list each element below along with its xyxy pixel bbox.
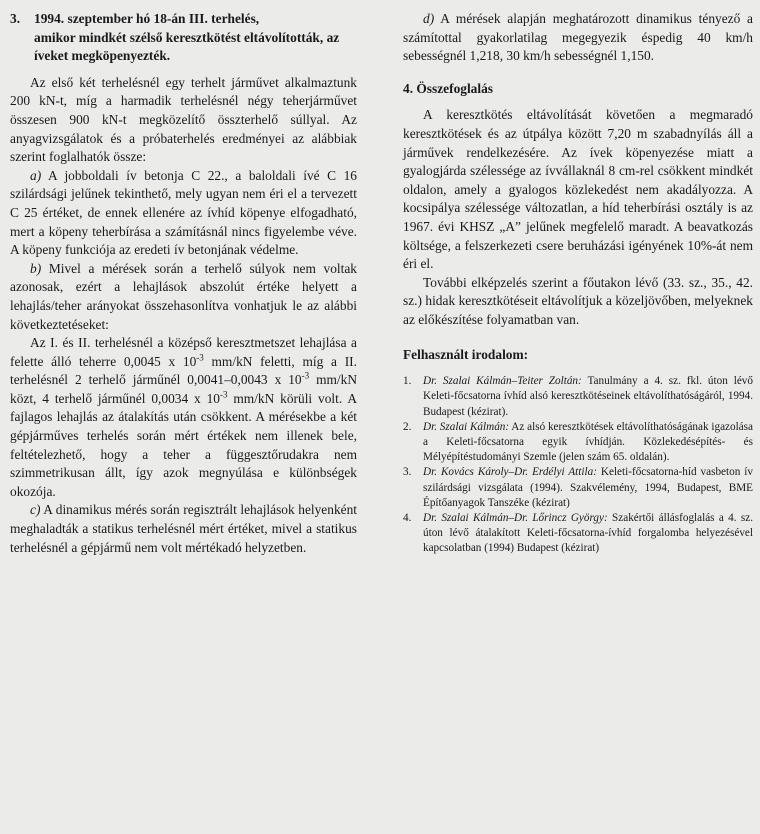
paragraph-a <box>10 167 357 260</box>
label-d: d) <box>423 11 435 26</box>
references-title: Felhasznált irodalom: <box>403 346 529 362</box>
paragraph-d <box>403 10 753 66</box>
left-column <box>10 10 357 557</box>
right-column <box>403 10 753 557</box>
label-a: a) <box>30 167 42 183</box>
label-b: b) <box>30 260 42 276</box>
reference-item: 3. Dr. Kovács Károly–Dr. Erdélyi Attila: Keleti-főcsatorna-híd vasbeton ív szilárdsági vizsgálata (1994). Szakvélemény, 1994, Budapest, BME Építőanyagok Tanszéke (kézirat) <box>403 466 753 509</box>
paragraph-c <box>10 501 357 557</box>
summary-paragraph-2: További elképzelés szerint a főutakon lévő (33. sz., 35., 42. sz.) hidak keresztkötéseit eltávolítjuk a közeljövőben, melyeknek az előkészítése folyamatban van. <box>403 274 753 327</box>
load-case-title: 1994. szeptember hó 18-án III. terhelés, <box>34 11 260 26</box>
summary-paragraph-1: A keresztkötés eltávolítását követően a megmaradó keresztkötések és az útpálya között 7,20 m szabadnyílás áll a járművek rendelkezésére. Az ívek köpenyezése miatt a gyalogjárda szélessége az ívvállaknál 8 cm-rel csökkent mindkét oldalon, amely a gyalogos közlekedést nem akadályozza. A kocsipálya szélessége változatlan, a híd teherbírási osztály is az 1967. évi KHSZ „A” jelűnek megfelelő maradt. A beavatkozás költsége, a felszerkezeti csere beruházási igényének 10%-át nem éri el. <box>403 107 753 272</box>
paragraph-deflection: Az I. és II. terhelésnél a középső keresztmetszet lehajlása a felette álló teherre 0,0045 x $10^{-3}$ mm/kN feletti, míg a II. terhelésnél 2 terhelő járműnél 0,0041–0,0043 x $10^{-3}$ mm/kN közt, 4 terhelő járműnél 0,0034 x $10^{-3}$ mm/kN körüli volt. A fajlagos lehajlás az átalakítás után csökkent. A mérésekbe a két gépjárműves terhelés során mért értékek nem illenek bele, feltételezhető, hogy a teher a függesztőrudakra nem szimmetrikusan állt, így azok megnyúlása e különbségek okozója. <box>10 335 357 499</box>
paragraph-d-text: A mérések alapján meghatározott dinamikus tényező a számítottal gyakorlatilag megegyezik éspedig 40 km/h sebességnél 1,218, 30 km/h sebességnél 1,150. <box>403 11 754 64</box>
paragraph-b-text: Mivel a mérések során a terhelő súlyok nem voltak azonosak, ezért a lehajlások abszolút értéke helyett a lehajlás/teher arányokat összehasonlítva vonhatjuk le az alábbi következtetéseket: <box>10 260 357 332</box>
references-list <box>403 374 753 556</box>
paragraph-a-text: A jobboldali ív betonja C 22., a baloldali ívé C 16 szilárdsági jelűnek tekinthető, mely ugyan nem éri el a tervezett C 25 értéket, de ennek ellenére az ívhíd köpenye elfogadható, mert a köpeny teherbírása a számításnál nincs figyelembe véve. A köpeny funkciója az eredeti ív betonjának védelme. <box>10 167 357 258</box>
label-c: c) <box>30 502 41 518</box>
load-case-subtitle: amikor mindkét szélső keresztkötést eltávolították, az íveket megköpenyezték. <box>34 29 340 64</box>
load-case-3-heading <box>10 10 357 66</box>
reference-item: 1. Dr. Szalai Kálmán–Teiter Zoltán: Tanulmány a 4. sz. fkl. úton lévő Keleti-főcsatorna ívhíd alsó keresztkötéseinek eltávolíthatóságáról, 1994. Budapest (kézirat). <box>403 375 753 418</box>
section-title-summary: 4. Összefoglalás <box>403 80 494 96</box>
paragraph-c-text: A dinamikus mérés során regisztrált lehajlások helyenként meghaladták a statikus terhelésnél mért értéket, mivel a statikus terhelésnél a gépjármű nem volt mértékadó helyzetben. <box>10 502 358 555</box>
reference-item: 2. Dr. Szalai Kálmán: Az alsó keresztkötések eltávolíthatóságának igazolása a Keleti-főcsatorna egyik ívhídján. Közlekedésépítés- és Mélyépítéstudományi Szemle (jelen szám 65. oldalán). <box>403 420 754 464</box>
reference-item: 4. Dr. Szalai Kálmán–Dr. Lőrincz György: Szakértői állásfoglalás a 4. sz. úton lévő átalakított Keleti-főcsatorna-ívhíd forgalomba helyezésével kapcsolatban (1994) Budapest (kézirat) <box>403 511 753 555</box>
list-number: 3. <box>10 11 21 26</box>
paragraph-b <box>10 260 357 334</box>
paragraph-loads: Az első két terhelésnél egy terhelt járművet alkalmaztunk 200 kN-t, míg a harmadik terhelésnél négy teherjárművet összesen 900 kN-t megközelítő összterhelő súllyal. Az anyagvizsgálatok és a próbaterhelés eredményei az alábbiak szerint foglalhatók össze: <box>10 74 357 165</box>
